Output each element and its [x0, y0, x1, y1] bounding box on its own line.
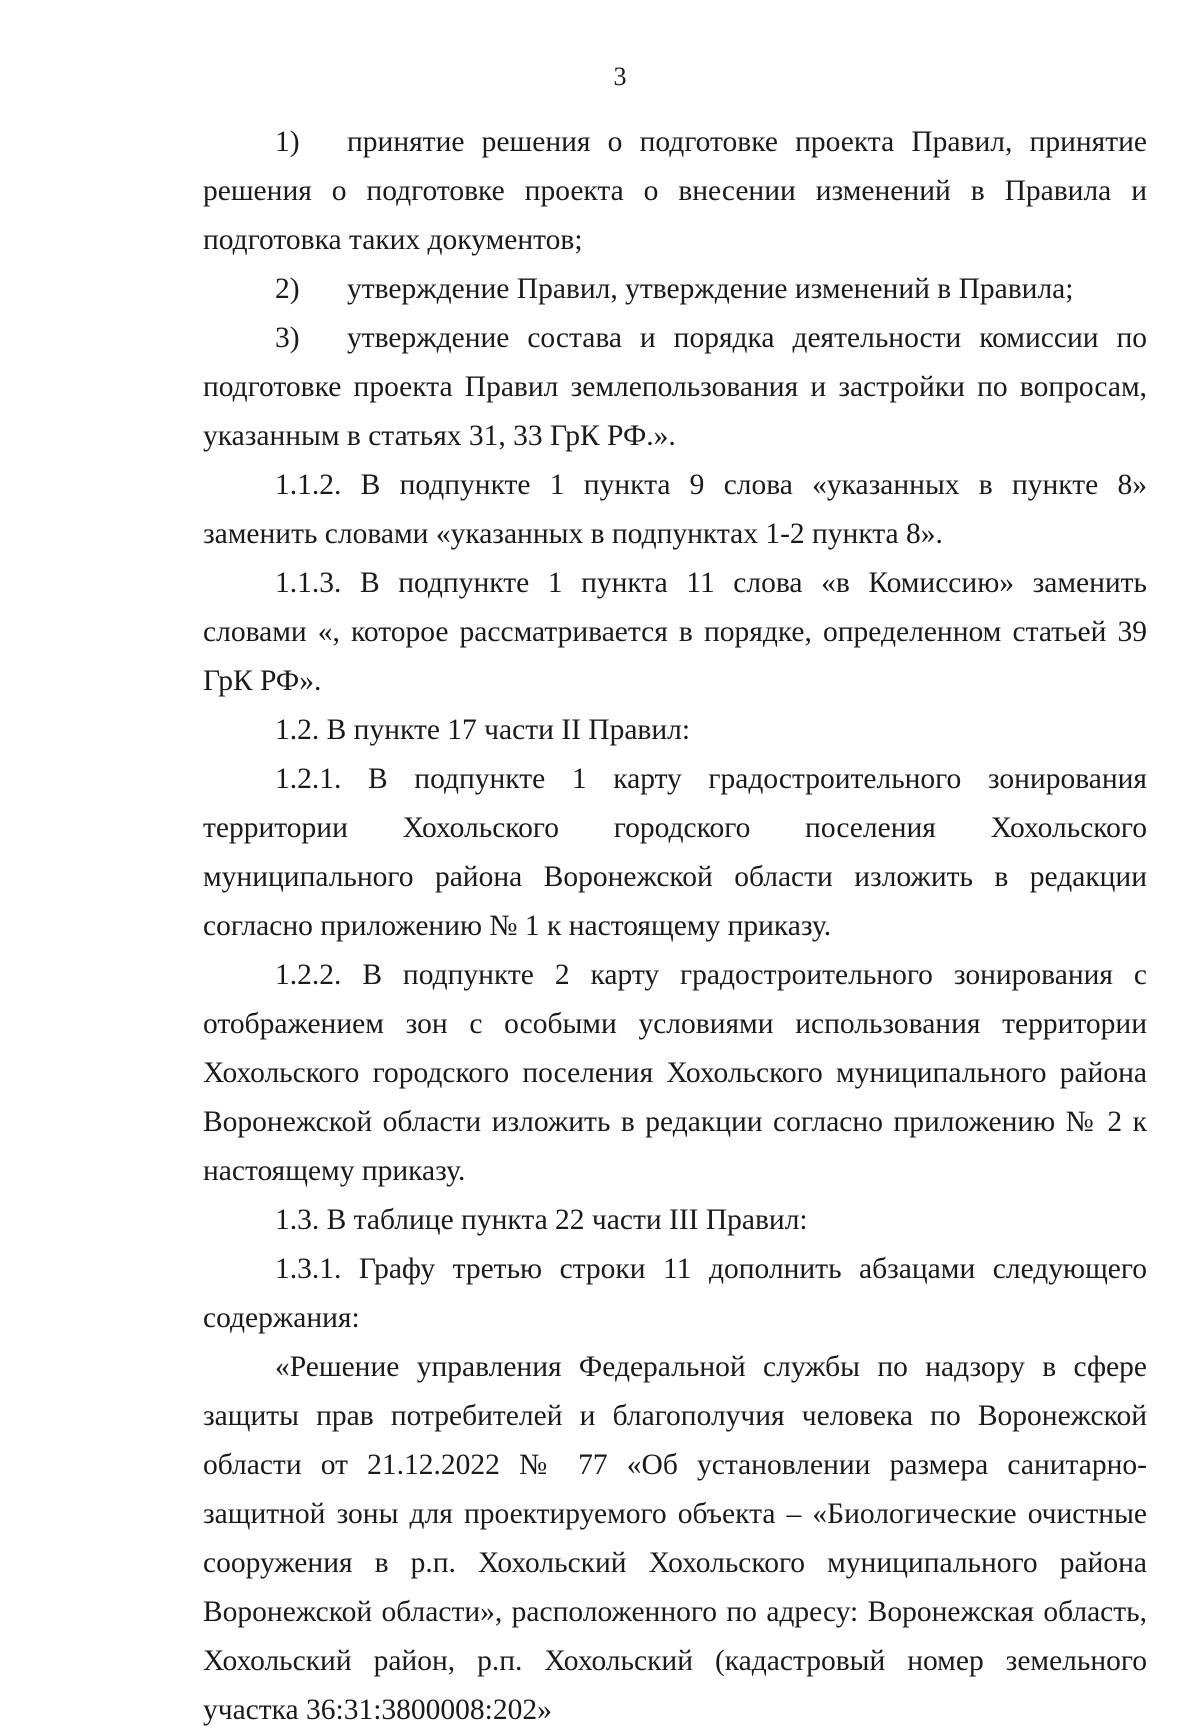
paragraph-1-3-1: 1.3.1. Графу третью строки 11 дополнить абзацами следующего содержания: [203, 1253, 1147, 1334]
list-item-first-line: принятие решения о подготовке проекта Правил, принятие [347, 126, 1147, 158]
list-item-number: 3) [275, 322, 300, 354]
list-item-continuation: подготовке проекта Правил землепользования и застройки по вопросам, указанным в статьях 31, 33 ГрК РФ.». [203, 371, 1147, 452]
paragraph-1-2-1: 1.2.1. В подпункте 1 карту градостроительного зонирования территории Хохольского городского поселения Хохольского муниципального района Воронежской области изложить в редакции согласно приложению № 1 к настоящему приказу. [203, 763, 1147, 942]
paragraph-1-2: 1.2. В пункте 17 части II Правил: [275, 714, 691, 746]
paragraph-1-2-2: 1.2.2. В подпункте 2 карту градостроительного зонирования с отображением зон с особыми условиями использования территории Хохольского городского поселения Хохольского муниципального района Воронежской области изложить в редакции согласно приложению № 2 к настоящему приказу. [203, 959, 1147, 1187]
document-body [203, 118, 1147, 1735]
paragraph-1-3: 1.3. В таблице пункта 22 части III Правил: [275, 1204, 808, 1236]
list-item-continuation: решения о подготовке проекта о внесении изменений в Правила и подготовка таких документов; [203, 175, 1147, 256]
list-item-first-line: утверждение состава и порядка деятельности комиссии по [347, 322, 1147, 354]
list-item-first-line: утверждение Правил, утверждение изменений в Правила; [347, 273, 1074, 305]
list-item-1 [203, 118, 1147, 167]
page-number: 3 [613, 62, 627, 91]
list-item-number: 2) [275, 273, 300, 305]
quoted-decision: «Решение управления Федеральной службы по надзору в сфере защиты прав потребителей и благополучия человека по Воронежской области от 21.12.2022 № 77 «Об установлении размера санитарно-защитной зоны для проектируемого объекта – «Биологические очистные сооружения в р.п. Хохольский Хохольского муниципального района Воронежской области», расположенного по адресу: Воронежская область, Хохольский район, р.п. Хохольский (кадастровый номер земельного участка 36:31:3800008:202» [203, 1351, 1147, 1726]
list-item-3 [203, 314, 1147, 363]
paragraph-1-1-3: 1.1.3. В подпункте 1 пункта 11 слова «в Комиссию» заменить словами «, которое рассматривается в порядке, определенном статьей 39 ГрК РФ». [203, 567, 1147, 697]
paragraph-1-1-2: 1.1.2. В подпункте 1 пункта 9 слова «указанных в пункте 8» заменить словами «указанных в подпунктах 1-2 пункта 8». [203, 469, 1147, 550]
list-item-2 [203, 265, 1147, 314]
list-item-number: 1) [275, 126, 300, 158]
